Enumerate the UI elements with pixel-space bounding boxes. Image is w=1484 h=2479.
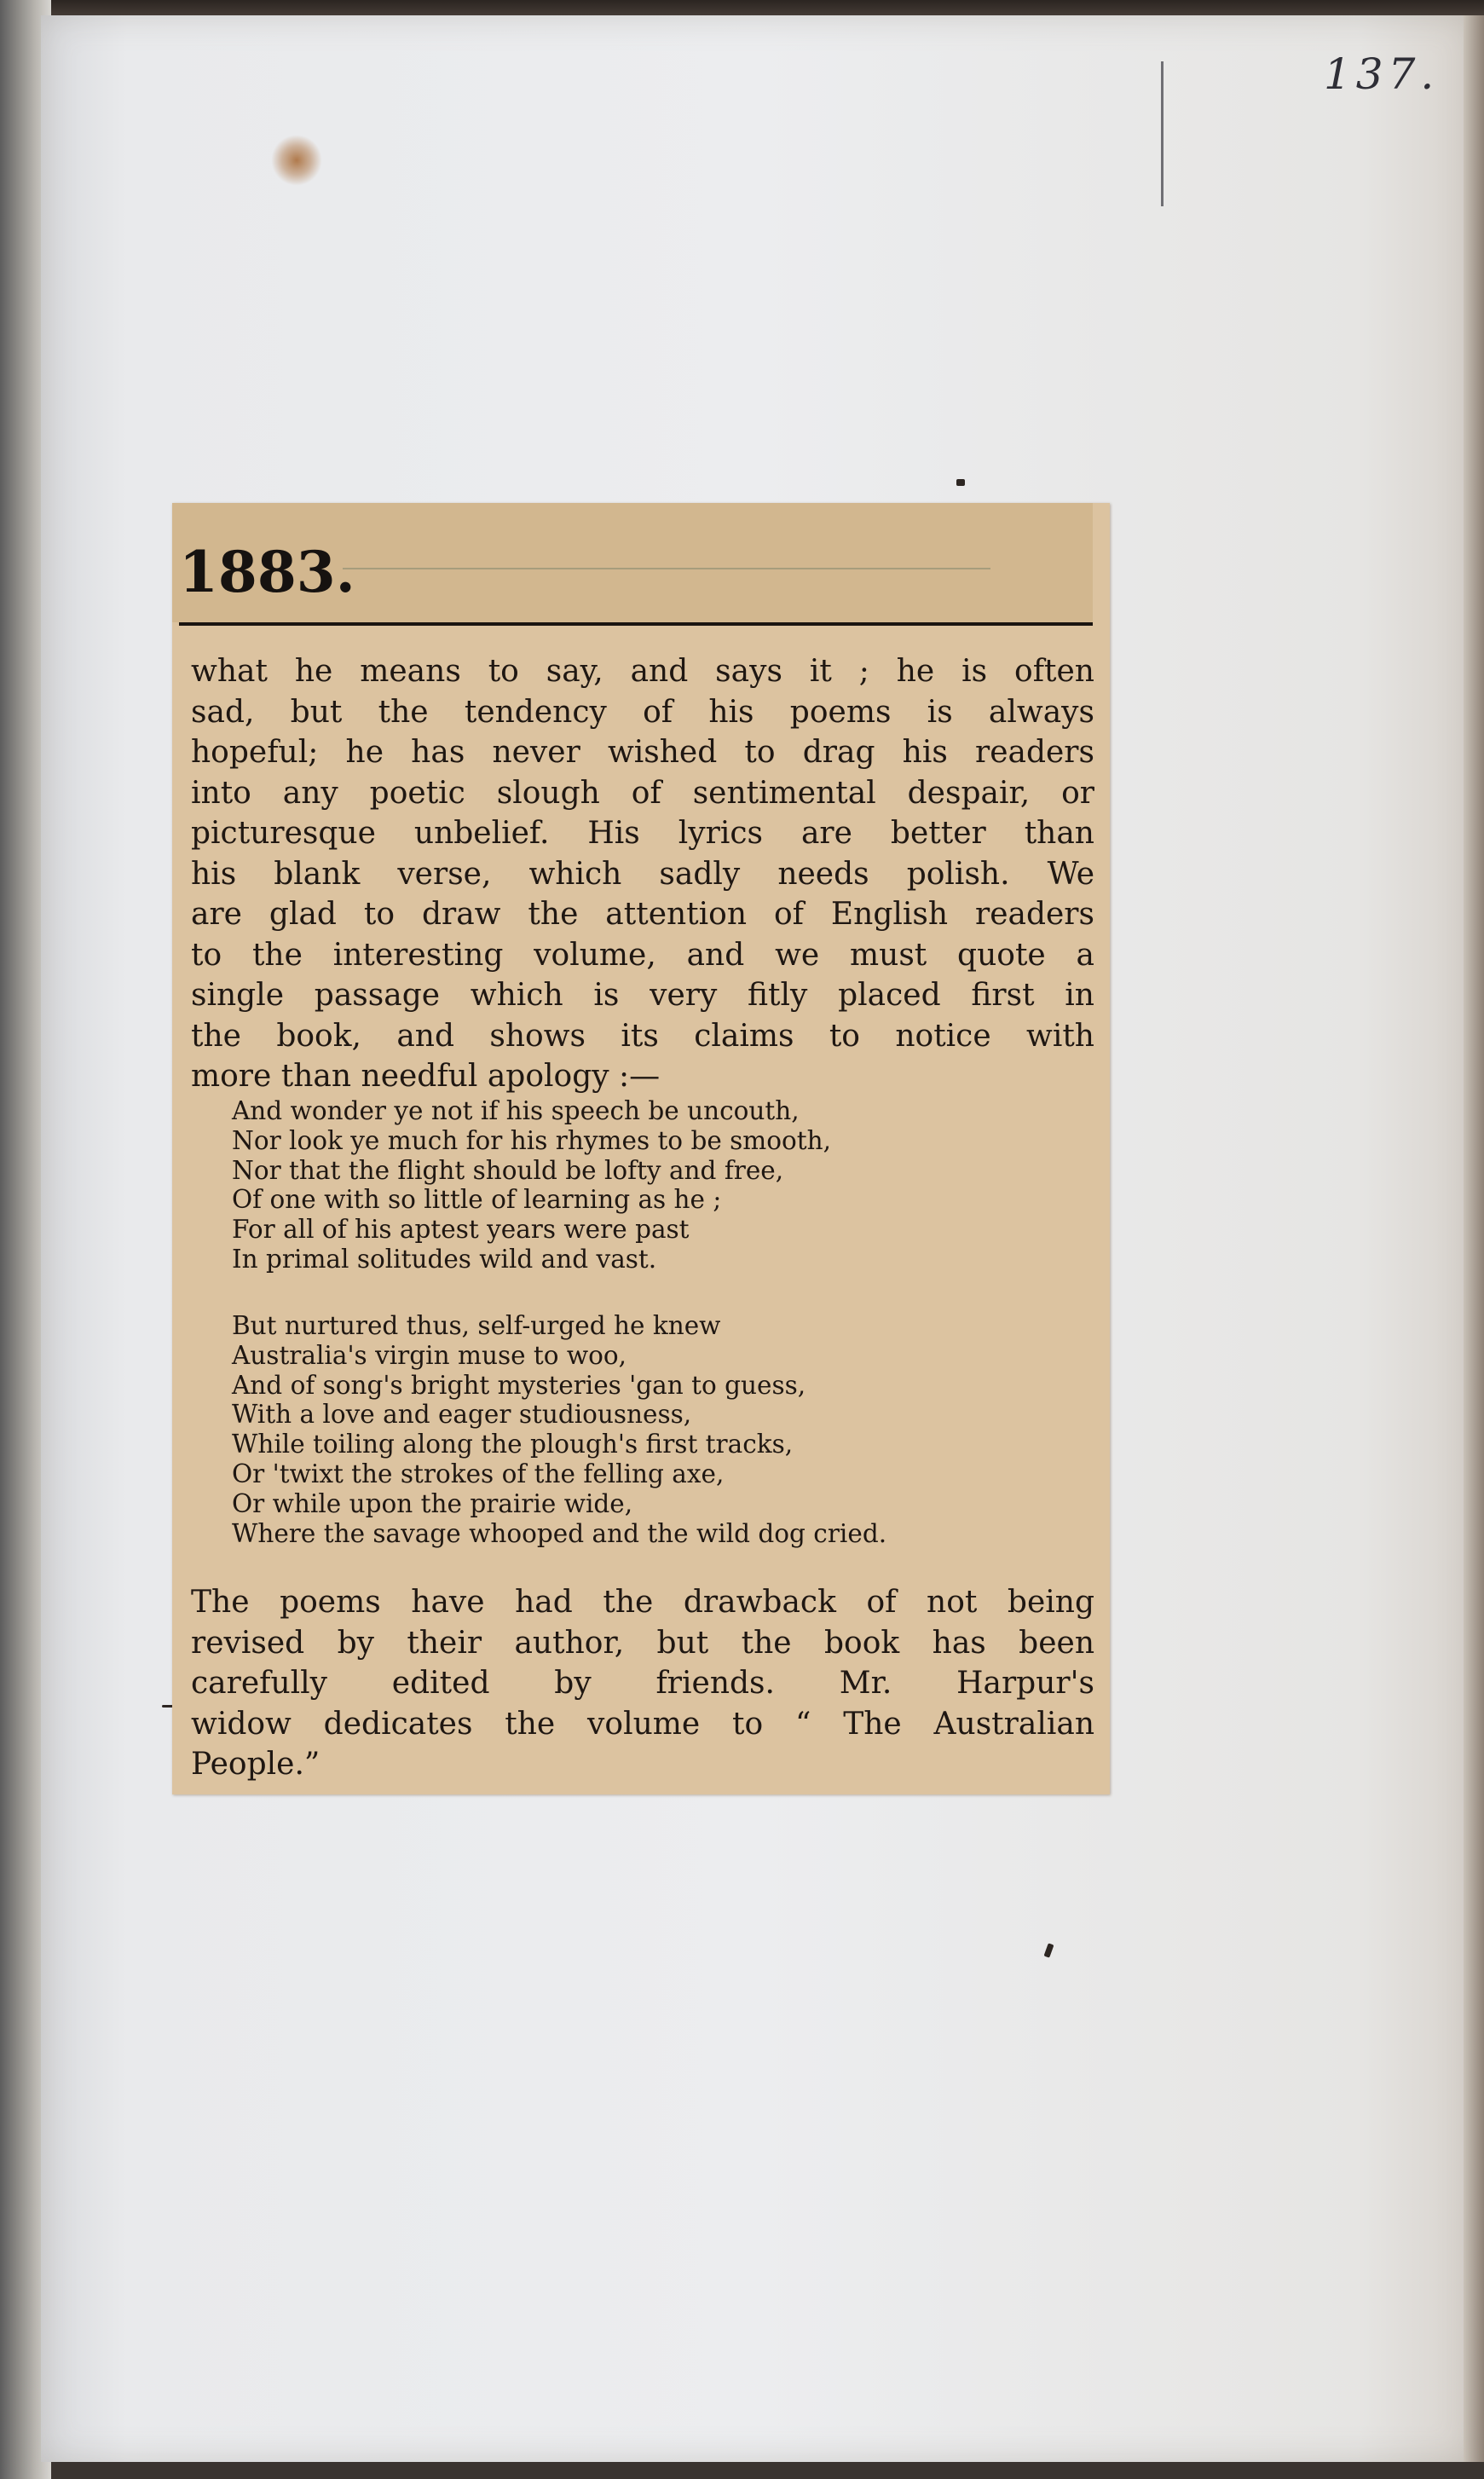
text-line: Nor look ye much for his rhymes to be smooth, xyxy=(232,1125,832,1155)
newspaper-clipping xyxy=(172,503,1110,1794)
text-line: hopeful; he has never wished to drag his readers xyxy=(191,735,1094,770)
text-line: into any poetic slough of sentimental despair, or xyxy=(191,775,1094,811)
text-line: The poems have had the drawback of not being xyxy=(191,1585,1094,1620)
text-line: to the interesting volume, and we must quote a xyxy=(191,937,1094,973)
text-line: Of one with so little of learning as he ; xyxy=(232,1185,722,1215)
text-line: his blank verse, which sadly needs polish. We xyxy=(191,856,1094,892)
text-line: And of song's bright mysteries 'gan to guess, xyxy=(232,1370,806,1400)
text-line: And wonder ye not if his speech be uncouth, xyxy=(232,1096,800,1125)
text-line: For all of his aptest years were past xyxy=(232,1215,690,1245)
verse-stanza-2 xyxy=(232,1311,886,1548)
text-line: more than needful apology :— xyxy=(191,1059,661,1094)
text-line: Or while upon the prairie wide, xyxy=(232,1488,633,1518)
text-line: picturesque unbelief. His lyrics are better than xyxy=(191,816,1094,851)
speck xyxy=(956,479,965,486)
faint-rule xyxy=(343,568,990,569)
foxing-stain xyxy=(271,135,322,186)
text-line: single passage which is very fitly placed first in xyxy=(191,978,1094,1013)
text-line: what he means to say, and says it ; he is often xyxy=(191,654,1094,689)
text-line: Australia's virgin muse to woo, xyxy=(232,1340,627,1370)
header-rule xyxy=(179,622,1093,626)
text-line: revised by their author, but the book has been xyxy=(191,1625,1094,1661)
text-line: People.” xyxy=(191,1747,320,1782)
text-line: widow dedicates the volume to “ The Australian xyxy=(191,1706,1094,1742)
text-line: Nor that the flight should be lofty and free, xyxy=(232,1155,784,1185)
pencil-mark xyxy=(1161,61,1164,206)
page-number: 137. xyxy=(1324,49,1440,99)
review-paragraph-2 xyxy=(191,1582,1094,1785)
text-line: Or 'twixt the strokes of the felling axe, xyxy=(232,1459,725,1488)
review-paragraph-1 xyxy=(191,651,1094,1097)
text-line: With a love and eager studiousness, xyxy=(232,1400,692,1430)
text-line: are glad to draw the attention of English readers xyxy=(191,897,1094,932)
text-line: the book, and shows its claims to notice with xyxy=(191,1018,1094,1054)
text-line: Where the savage whooped and the wild dog cried. xyxy=(232,1518,887,1548)
text-line: sad, but the tendency of his poems is always xyxy=(191,694,1094,730)
page-edge xyxy=(1464,15,1484,2462)
text-line: carefully edited by friends. Mr. Harpur's xyxy=(191,1666,1094,1701)
text-line: While toiling along the plough's first tracks, xyxy=(232,1430,794,1459)
verse-stanza-1 xyxy=(232,1096,831,1274)
text-line: In primal solitudes wild and vast. xyxy=(232,1244,657,1274)
text-line: But nurtured thus, self-urged he knew xyxy=(232,1311,721,1340)
clipping-year: 1883. xyxy=(179,539,355,605)
